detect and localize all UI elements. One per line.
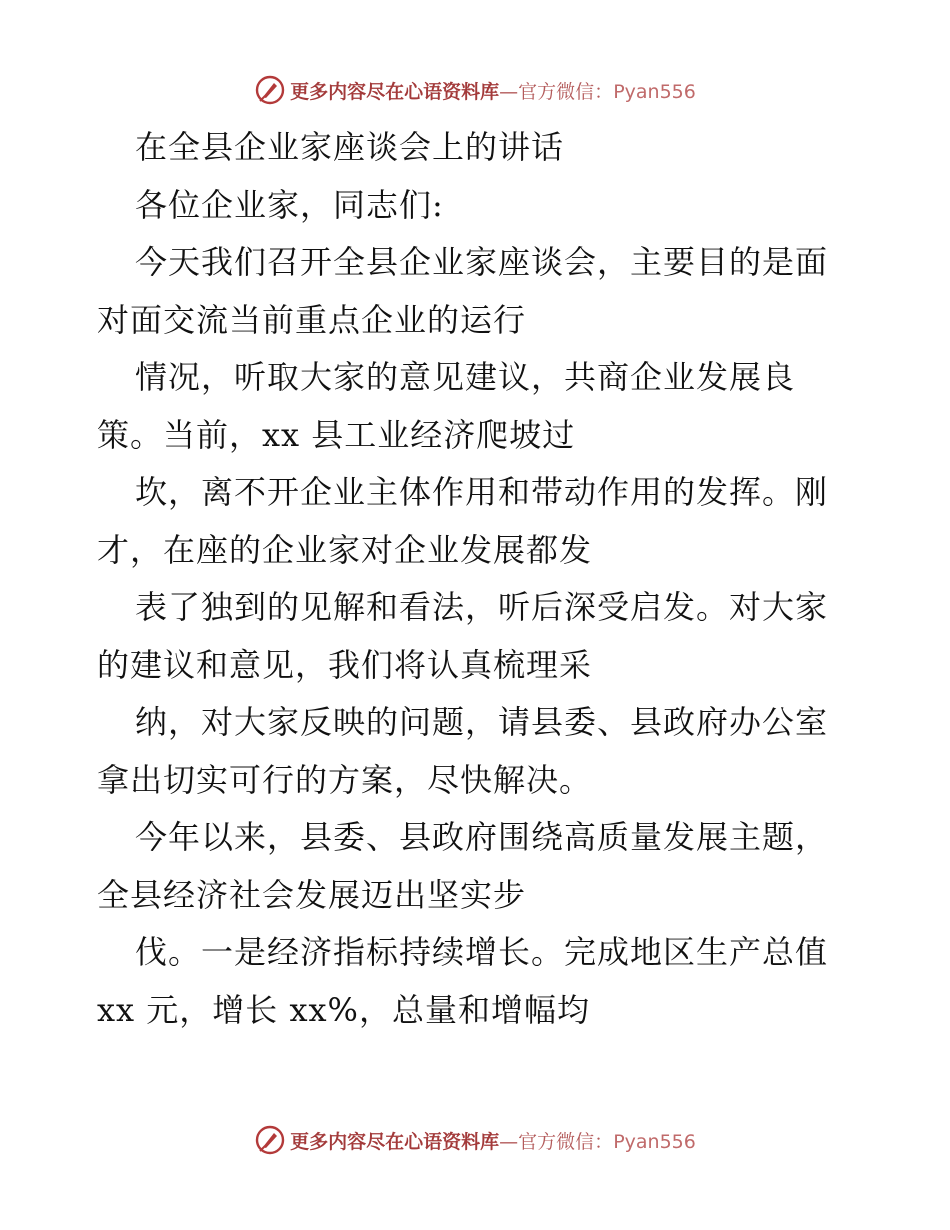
paragraph-line: 情况，听取大家的意见建议，共商企业发展良: [135, 358, 796, 396]
feather-pen-icon: [254, 1124, 286, 1156]
header-watermark: [0, 70, 950, 110]
watermark-brand: 更多内容尽在心语资料库: [290, 80, 500, 103]
feather-pen-icon: [254, 74, 286, 106]
paragraph-line: 全县经济社会发展迈出坚实步: [97, 875, 527, 914]
paragraph-line: 拿出切实可行的方案，尽快解决。: [97, 760, 593, 799]
paragraph-line: 今年以来，县委、县政府围绕高质量发展主题，: [135, 818, 829, 856]
watermark-text: [290, 1127, 696, 1154]
paragraph-line: 今天我们召开全县企业家座谈会，主要目的是面: [135, 243, 829, 281]
paragraph-line: 伐。一是经济指标持续增长。完成地区生产总值: [135, 933, 829, 971]
greeting: 各位企业家，同志们:: [135, 185, 444, 224]
paragraph-line: 表了独到的见解和看法，听后深受启发。对大家: [135, 588, 829, 626]
watermark-wechat-id: Pyan556: [613, 80, 696, 103]
watermark-wechat-id: Pyan556: [613, 1130, 696, 1153]
watermark-official-label: 官方微信：: [518, 80, 614, 103]
document-body: [97, 119, 857, 1039]
paragraph-line: xx 元，增长 xx%，总量和增幅均: [97, 990, 590, 1029]
watermark-official-label: 官方微信：: [518, 1130, 614, 1153]
paragraph-line: 纳，对大家反映的问题，请县委、县政府办公室: [135, 703, 829, 741]
footer-watermark: [0, 1120, 950, 1160]
paragraph-line: 对面交流当前重点企业的运行: [97, 300, 527, 339]
document-title: 在全县企业家座谈会上的讲话: [135, 128, 565, 166]
paragraph-line: 策。当前，xx 县工业经济爬坡过: [97, 415, 576, 454]
paragraph-line: 才，在座的企业家对企业发展都发: [97, 530, 593, 569]
watermark-separator: —: [499, 80, 519, 103]
paragraph-line: 坎，离不开企业主体作用和带动作用的发挥。刚: [135, 473, 829, 511]
watermark-text: [290, 77, 696, 104]
watermark-brand: 更多内容尽在心语资料库: [290, 1130, 500, 1153]
watermark-separator: —: [499, 1130, 519, 1153]
paragraph-line: 的建议和意见，我们将认真梳理采: [97, 645, 593, 684]
